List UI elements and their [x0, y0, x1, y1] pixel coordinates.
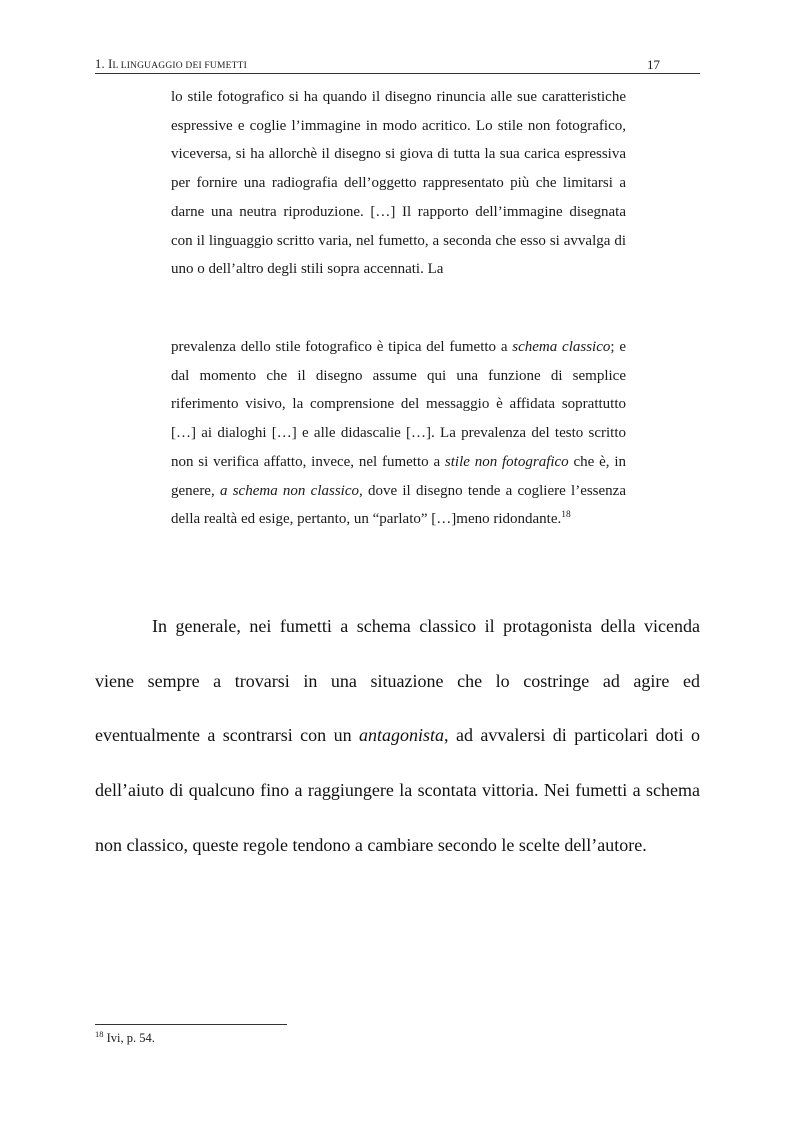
- quote-text-2: ; e dal momento che il disegno assume qui una funzione di semplice riferimento visivo, la comprensione del messaggio è affidata soprattutto […] ai dialoghi […] e alle didascalie […]. La prevalenza del testo scritto non si verifica affatto, invece, nel fumetto a: [171, 339, 627, 470]
- body-italic-antagonista: antagonista: [359, 725, 445, 746]
- footnote: [95, 1030, 155, 1046]
- chapter-title-smallcaps: L LINGUAGGIO DEI FUMETTI: [112, 61, 247, 71]
- block-quote-part-2: [171, 333, 626, 534]
- footnote-text: Ivi, p. 54.: [103, 1031, 155, 1045]
- running-header: [95, 57, 700, 73]
- quote-paragraph-2: [171, 333, 626, 534]
- chapter-title: [95, 57, 247, 72]
- body-text-1: In generale, nei fumetti a schema classico il protagonista della vicenda viene sempre a trovarsi in una situazione che lo costringe ad agire ed eventualmente a scontrarsi con un: [95, 616, 700, 746]
- quote-text-4: , dove il disegno tende a cogliere l’essenza della realtà ed esige, pertanto, un “parlato” […]meno ridondante.: [171, 482, 626, 528]
- header-divider: [95, 73, 700, 74]
- body-paragraph: [95, 599, 700, 873]
- body-text-2: , ad avvalersi di particolari doti o dell’aiuto di qualcuno fino a raggiungere la scontata vittoria. Nei fumetti a schema non classico, queste regole tendono a cambiare secondo le scelte dell’autore.: [95, 725, 700, 855]
- quote-paragraph-1: lo stile fotografico si ha quando il disegno rinuncia alle sue caratteristiche espressive e coglie l’immagine in modo acritico. Lo stile non fotografico, viceversa, si ha allorchè il disegno si giova di tutta la sua carica espressiva per fornire una radiografia dell’oggetto rappresentato più che limitarsi a darne una neutra riproduzione. […] Il rapporto dell’immagine disegnata con il linguaggio scritto varia, nel fumetto, a seconda che esso si avvalga di uno o dell’altro degli stili sopra accennati. La: [171, 89, 626, 278]
- chapter-title-prefix: 1. I: [95, 57, 113, 71]
- footnote-reference[interactable]: 18: [561, 510, 571, 521]
- quote-italic-stile-non-fotografico: stile non fotografico: [444, 453, 569, 470]
- footnote-number: 18: [95, 1029, 104, 1039]
- quote-text-1: prevalenza dello stile fotografico è tipica del fumetto a: [171, 339, 513, 355]
- quote-italic-schema-classico: schema classico: [512, 339, 611, 355]
- quote-italic-schema-non-classico: a schema non classico: [219, 482, 359, 499]
- quote-text-3: che è, in genere,: [171, 453, 626, 499]
- footnote-divider: [95, 1024, 287, 1025]
- page-number: 17: [647, 57, 660, 72]
- body-text: [95, 599, 700, 873]
- block-quote-part-1: [171, 83, 626, 284]
